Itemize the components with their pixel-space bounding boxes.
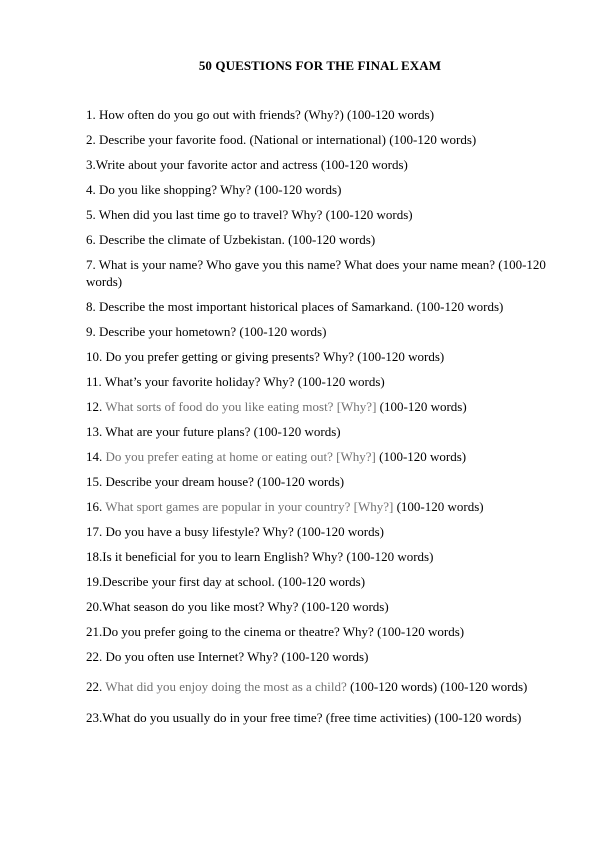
question-list	[86, 107, 546, 735]
question-text: What are your future plans? (100-120 words)	[105, 423, 341, 439]
question-text-grey: What sorts of food do you like eating most? [Why?]	[105, 398, 377, 414]
question-number: 21.	[86, 623, 103, 639]
question-item	[86, 679, 546, 696]
question-text: Do you often use Internet? Why? (100-120 words)	[105, 648, 369, 664]
question-number: 6.	[86, 232, 99, 247]
question-number: 22.	[86, 648, 106, 664]
question-text: Describe the climate of Uzbekistan. (100-120 words)	[99, 232, 376, 247]
question-number: 9.	[86, 323, 99, 339]
question-item	[86, 574, 546, 591]
question-text-grey: What did you enjoy doing the most as a child?	[105, 679, 347, 694]
question-item	[86, 132, 546, 149]
question-item	[86, 257, 546, 290]
question-number: 10.	[86, 348, 106, 364]
question-number: 8.	[86, 298, 99, 314]
page-title: 50 QUESTIONS FOR THE FINAL EXAM	[198, 58, 442, 73]
question-text: Write about your favorite actor and actress (100-120 words)	[95, 157, 408, 172]
question-text: Do you like shopping? Why? (100-120 words)	[99, 182, 342, 197]
question-text: Is it beneficial for you to learn English? Why? (100-120 words)	[102, 548, 434, 564]
question-number: 2.	[86, 132, 99, 147]
question-number: 20.	[86, 598, 103, 614]
question-text: Do you have a busy lifestyle? Why? (100-120 words)	[105, 523, 384, 539]
question-number: 18.	[86, 548, 103, 564]
question-item	[86, 474, 546, 491]
question-text: Describe your favorite food. (National or international) (100-120 words)	[99, 132, 477, 147]
question-text: How often do you go out with friends? (Why?) (100-120 words)	[99, 107, 435, 122]
question-item	[86, 107, 546, 124]
question-text: Do you prefer going to the cinema or theatre? Why? (100-120 words)	[102, 623, 465, 639]
question-text-grey: Do you prefer eating at home or eating out? [Why?]	[105, 448, 376, 464]
question-text: What’s your favorite holiday? Why? (100-120 words)	[104, 373, 385, 389]
question-tail: (100-120 words) (100-120 words)	[346, 679, 528, 694]
question-item	[86, 299, 546, 316]
question-item	[86, 449, 546, 466]
question-number: 1.	[86, 107, 99, 122]
question-number: 17.	[86, 523, 106, 539]
question-text: When did you last time go to travel? Why? (100-120 words)	[98, 207, 413, 222]
question-text: What season do you like most? Why? (100-120 words)	[102, 598, 389, 614]
question-item	[86, 399, 546, 416]
question-number: 13.	[86, 423, 106, 439]
question-item	[86, 499, 546, 516]
question-number: 23.	[86, 709, 103, 725]
question-item	[86, 207, 546, 224]
question-number: 4.	[86, 182, 99, 197]
question-number: 19.	[86, 573, 103, 589]
question-item	[86, 649, 546, 666]
question-number: 14.	[86, 448, 106, 464]
question-item	[86, 182, 546, 199]
question-text: Describe your dream house? (100-120 words)	[105, 473, 345, 489]
question-number: 16.	[86, 498, 106, 514]
question-number: 15.	[86, 473, 106, 489]
question-item	[86, 624, 546, 641]
question-item	[86, 524, 546, 541]
question-number: 11.	[86, 373, 105, 389]
question-text: Do you prefer getting or giving presents? Why? (100-120 words)	[105, 348, 445, 364]
question-number: 7.	[86, 257, 99, 272]
question-text: What do you usually do in your free time? (free time activities) (100-120 words)	[102, 709, 522, 725]
question-tail: (100-120 words)	[375, 448, 467, 464]
question-text: What is your name? Who gave you this name? What does your name mean? (100-120 words)	[86, 257, 546, 289]
question-item	[86, 549, 546, 566]
question-item	[86, 599, 546, 616]
question-number: 3.	[86, 157, 96, 172]
question-item	[86, 324, 546, 341]
question-number: 22.	[86, 679, 106, 694]
question-item	[86, 232, 546, 249]
question-tail: (100-120 words)	[376, 398, 467, 414]
question-item	[86, 424, 546, 441]
question-text: Describe the most important historical places of Samarkand. (100-120 words)	[99, 298, 504, 314]
question-number: 5.	[86, 207, 99, 222]
question-item	[86, 349, 546, 366]
question-text: Describe your hometown? (100-120 words)	[99, 323, 327, 339]
question-text-grey: What sport games are popular in your country? [Why?]	[105, 498, 394, 514]
question-item	[86, 710, 546, 727]
question-tail: (100-120 words)	[393, 498, 484, 514]
question-item	[86, 157, 546, 174]
question-number: 12.	[86, 398, 106, 414]
question-text: Describe your first day at school. (100-120 words)	[102, 573, 366, 589]
question-item	[86, 374, 546, 391]
